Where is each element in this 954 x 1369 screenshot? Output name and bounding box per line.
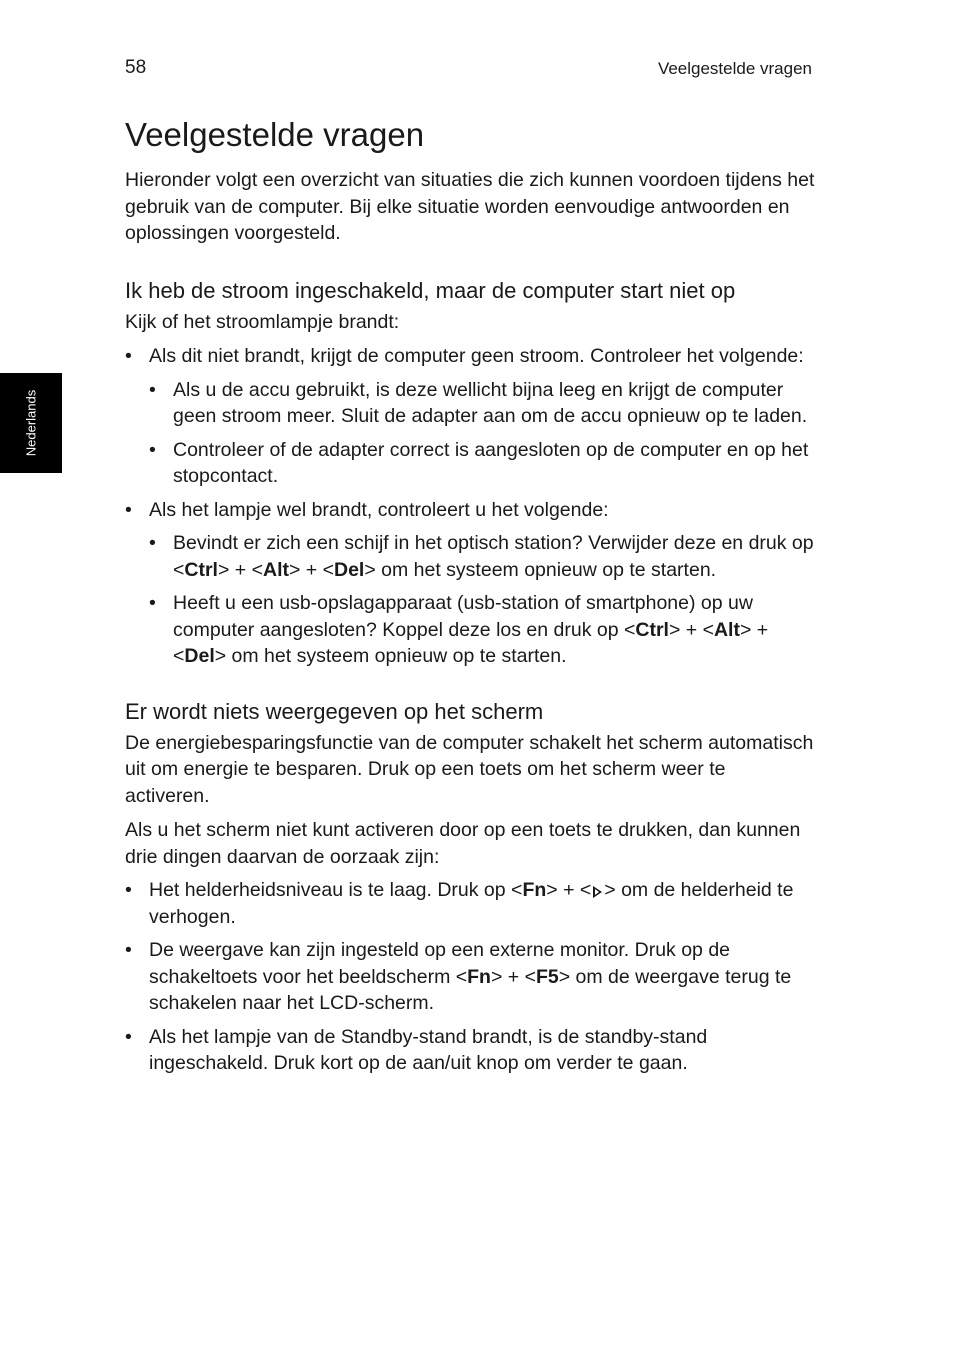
text-run: > + <: [668, 618, 714, 641]
intro-paragraph: Hieronder volgt een overzicht van situaties die zich kunnen voordoen tijdens het gebruik van de computer. Bij elke situatie worden eenvoudige antwoorden en oplossingen voorgesteld.: [125, 169, 815, 244]
text-run: > om het systeem opnieuw op te starten.: [214, 645, 567, 667]
page-content: [125, 115, 815, 1084]
text-run: > + <: [546, 879, 592, 901]
section-paragraph: De energiebesparingsfunctie van de computer schakelt het scherm automatisch uit om energie te besparen. Druk op een toets om het scherm weer te activeren.: [125, 731, 814, 807]
text-run: > + <: [490, 965, 536, 988]
section-lead: Kijk of het stroomlampje brandt:: [125, 310, 400, 333]
list-item-text: Als dit niet brandt, krijgt de computer geen stroom. Controleer het volgende:: [149, 345, 804, 367]
list-item: [125, 937, 815, 1017]
list-item: [149, 437, 815, 490]
section-no-startup: [125, 277, 815, 670]
sub-bullet-list: [149, 530, 815, 670]
bullet-list: [125, 343, 815, 670]
brightness-up-icon: [593, 886, 602, 898]
text-run: Heeft u een usb-opslagapparaat (usb-station of smartphone) op uw computer aangesloten? Koppel deze los en druk op <: [173, 592, 753, 641]
key-f5: F5: [535, 965, 559, 988]
section-paragraph: Als u het scherm niet kunt activeren door op een toets te drukken, dan kunnen drie dingen daarvan de oorzaak zijn:: [125, 819, 801, 868]
text-run: Bevindt er zich een schijf in het optisch station? Verwijder deze en druk op <: [173, 532, 814, 581]
section-heading: Ik heb de stroom ingeschakeld, maar de computer start niet op: [125, 277, 736, 303]
list-item-text: Als u de accu gebruikt, is deze wellicht bijna leeg en krijgt de computer geen stroom meer. Sluit de adapter aan om de accu opnieuw op te laden.: [173, 378, 808, 427]
text-run: > + <: [217, 558, 263, 581]
text-run: > om de helderheid te verhogen.: [149, 879, 794, 928]
key-del: Del: [184, 645, 215, 667]
list-item: [125, 343, 815, 490]
text-run: De weergave kan zijn ingesteld op een externe monitor. Druk op de schakeltoets voor het beeldscherm <: [149, 939, 731, 988]
key-ctrl: Ctrl: [635, 618, 669, 641]
bullet-list: [125, 877, 815, 1077]
list-item: [149, 377, 815, 430]
text-run: > + <: [173, 618, 769, 667]
key-fn: Fn: [522, 879, 547, 901]
list-item: [125, 497, 815, 670]
text-run: > om de weergave terug te schakelen naar het LCD-scherm.: [149, 965, 792, 1014]
list-item: [125, 877, 815, 930]
key-del: Del: [333, 558, 365, 581]
text-run: > + <: [288, 558, 334, 581]
section-heading: Er wordt niets weergegeven op het scherm: [125, 698, 544, 724]
running-title: Veelgestelde vragen: [657, 59, 812, 78]
list-item-text: Controleer of de adapter correct is aangesloten op de computer en op het stopcontact.: [173, 438, 809, 487]
key-fn: Fn: [467, 965, 491, 988]
list-item-text: Als het lampje wel brandt, controleert u het volgende:: [149, 498, 609, 521]
key-ctrl: Ctrl: [184, 558, 218, 581]
text-run: Het helderheidsniveau is te laag. Druk op <: [149, 879, 523, 901]
page-title: Veelgestelde vragen: [125, 116, 425, 153]
list-item-text: Als het lampje van de Standby-stand brandt, is de standby-stand ingeschakeld. Druk kort op de aan/uit knop om verder te gaan.: [149, 1025, 708, 1074]
section-no-display: [125, 698, 815, 1077]
list-item: [125, 1024, 815, 1077]
key-alt: Alt: [262, 558, 289, 581]
page-number: 58: [125, 57, 147, 78]
list-item: [149, 530, 815, 583]
list-item: [149, 590, 815, 670]
key-alt: Alt: [713, 618, 740, 641]
language-tab: [0, 373, 62, 473]
text-run: > om het systeem opnieuw op te starten.: [364, 558, 717, 581]
language-tab-label: Nederlands: [23, 389, 39, 457]
sub-bullet-list: [149, 377, 815, 490]
